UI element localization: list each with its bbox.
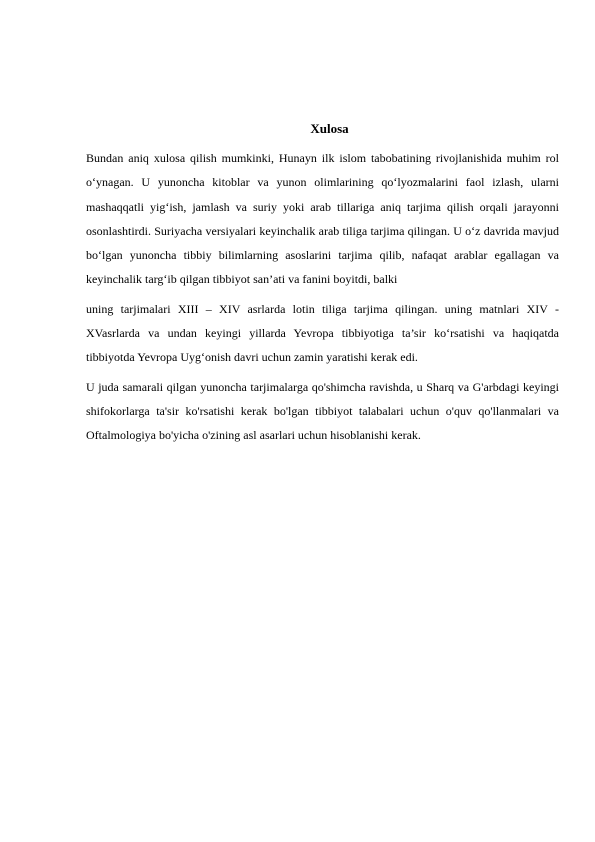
page-title: Xulosa <box>310 121 349 136</box>
paragraph-translations: uning tarjimalari XIII – XIV asrlarda lotin tiliga tarjima qilingan. uning matnlari XIV - XVasrlarda va undan keyingi yillarda Yevropa tibbiyotiga ta’sir ko‘rsatishi va haqiqatda tibbiyotda Yevropa Uyg‘onish davri uchun zamin yaratishi kerak edi. <box>86 301 559 365</box>
paragraph-conclusion: Bundan aniq xulosa qilish mumkinki, Hunayn ilk islom tabobatining rivojlanishida muhim rol o‘ynagan. U yunoncha kitoblar va yunon olimlarining qo‘lyozmalarini faol izlash, ularni mashaqqatli yig‘ish, jamlash va suriy yoki arab tillariga aniq tarjima qilish orqali jarayonni osonlashtirdi. Suriyacha versiyalari keyinchalik arab tiliga tarjima qilingan. U o‘z davrida mavjud bo‘lgan yunoncha tibbiy bilimlarning asoslarini tarjima qilib, nafaqat arablar egallagan va keyinchalik targ‘ib qilgan tibbiyot san’ati va fanini boyitdi, balki <box>86 151 559 287</box>
document-page <box>86 117 559 453</box>
paragraph-influence: U juda samarali qilgan yunoncha tarjimalarga qo'shimcha ravishda, u Sharq va G'arbdagi keyingi shifokorlarga ta'sir ko'rsatishi kerak bo'lgan tibbiyot talabalari uchun o'quv qo'llanmalari va Oftalmologiya bo'yicha o'zining asl asarlari uchun hisoblanishi kerak. <box>86 379 559 443</box>
